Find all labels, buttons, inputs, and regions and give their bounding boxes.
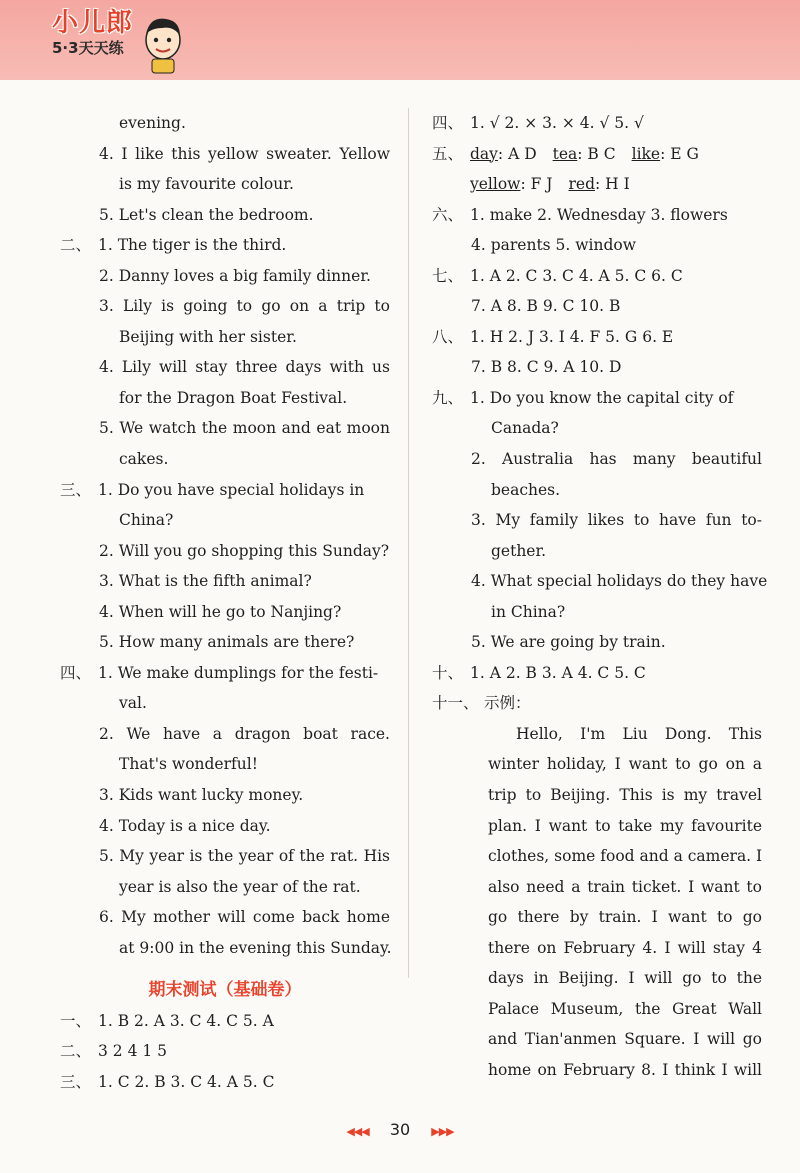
answer-line: 4. When will he go to Nanjing? <box>99 602 342 621</box>
brand-subtitle: 5·3天天练 <box>52 39 124 57</box>
answer-line: 1. H 2. J 3. I 4. F 5. G 6. E <box>470 327 674 346</box>
answer-line: 1. B 2. A 3. C 4. C 5. A <box>98 1011 274 1030</box>
answer-line: 1. The tiger is the third. <box>98 236 287 255</box>
exam-section-2 <box>60 1036 390 1067</box>
essay <box>432 719 762 1086</box>
answer-line: 4. I like this yellow sweater. Yellow <box>99 144 390 163</box>
section-4-right <box>432 108 762 139</box>
answer-line: 1. We make dumplings for the festi- <box>98 663 379 682</box>
brand-logo <box>52 8 133 58</box>
section-label: 九、 <box>432 388 464 407</box>
answer-line: 1. √ 2. × 3. × 4. √ 5. √ <box>470 114 644 132</box>
section-7 <box>432 261 762 292</box>
left-arrows-icon: ◀◀◀ <box>346 1125 369 1138</box>
mascot-icon <box>140 14 186 74</box>
answer-line: 1. make 2. Wednesday 3. flowers <box>470 205 728 224</box>
answer-line: 7. B 8. C 9. A 10. D <box>471 358 622 377</box>
answer-line: 2. We have a dragon boat race. <box>99 724 390 743</box>
answer-line: 7. A 8. B 9. C 10. B <box>471 297 621 316</box>
answer-line: That's wonderful! <box>119 755 258 774</box>
example-label: 示例： <box>484 694 531 713</box>
column-divider <box>408 108 409 978</box>
answer-line: 4. Lily will stay three days with us <box>99 358 390 377</box>
answer-line: 4. What special holidays do they have <box>471 572 768 591</box>
answer-line: 2. Will you go shopping this Sunday? <box>99 541 390 560</box>
word-day: day <box>470 144 498 163</box>
answer-text: : F J <box>520 175 553 194</box>
answer-line: in China? <box>491 602 566 621</box>
answer-line: 6. My mother will come back home <box>99 908 390 927</box>
section-label: 二、 <box>60 1042 92 1061</box>
answer-text: : A D <box>497 144 537 163</box>
section-label: 三、 <box>60 480 92 499</box>
section-label: 八、 <box>432 327 464 346</box>
answer-line: year is also the year of the rat. <box>119 877 361 896</box>
answer-line: 3. My family likes to have fun to- <box>471 511 762 530</box>
answer-line: evening. <box>119 114 186 132</box>
essay-line: plan. I want to take my favourite <box>488 816 762 835</box>
answer-line: 5. How many animals are there? <box>99 633 355 652</box>
section-label: 十、 <box>432 663 464 682</box>
section-label: 一、 <box>60 1011 92 1030</box>
answer-line: gether. <box>491 541 547 560</box>
answer-line: is my favourite colour. <box>119 175 294 194</box>
left-column <box>60 108 390 1098</box>
answer-line: Canada? <box>491 419 559 438</box>
right-arrows-icon: ▶▶▶ <box>431 1125 454 1138</box>
answer-line: 2. Danny loves a big family dinner. <box>99 266 371 285</box>
section-label: 四、 <box>60 663 92 682</box>
answer-line: Beijing with her sister. <box>119 327 297 346</box>
answer-line: cakes. <box>119 450 169 469</box>
section-label: 十一、 <box>432 694 479 713</box>
section-4 <box>60 658 390 689</box>
essay-line: days in Beijing. I will go to the <box>488 969 762 988</box>
essay-line: go there by train. I want to go <box>488 908 762 927</box>
essay-line: trip to Beijing. This is my travel <box>488 786 762 805</box>
answer-line: at 9:00 in the evening this Sunday. <box>119 938 392 957</box>
essay-line: there on February 4. I will stay 4 <box>488 938 762 957</box>
answer-line: for the Dragon Boat Festival. <box>119 388 348 407</box>
answer-line: 1. Do you know the capital city of <box>470 388 734 407</box>
answer-line: 5. We watch the moon and eat moon <box>99 419 390 438</box>
section-label: 三、 <box>60 1072 92 1091</box>
section-11 <box>432 688 762 719</box>
section-label: 七、 <box>432 266 464 285</box>
word-red: red <box>568 175 596 194</box>
answer-line: 5. My year is the year of the rat. His <box>99 847 390 866</box>
answer-line: 1. A 2. B 3. A 4. C 5. C <box>470 663 646 682</box>
answer-line: 5. Let's clean the bedroom. <box>99 205 314 224</box>
section-8 <box>432 322 762 353</box>
answer-text: : E G <box>660 144 699 163</box>
page-number: 30 <box>389 1120 411 1139</box>
answer-line: 5. We are going by train. <box>471 633 666 652</box>
answer-line: val. <box>119 694 147 713</box>
answer-line: 2. Australia has many beautiful <box>471 450 762 469</box>
answer-line: 1. Do you have special holidays in <box>98 480 365 499</box>
section-label: 四、 <box>432 114 464 132</box>
answer-line: China? <box>119 511 174 530</box>
answer-line: 3. What is the fifth animal? <box>99 572 312 591</box>
word-yellow: yellow <box>470 175 521 194</box>
page-footer <box>0 1120 800 1139</box>
answer-line: 3. Lily is going to go on a trip to <box>99 297 390 316</box>
section-9 <box>432 383 762 414</box>
answer-line: 1. A 2. C 3. C 4. A 5. C 6. C <box>470 266 683 285</box>
section-3 <box>60 475 390 506</box>
exam-section-3 <box>60 1067 390 1098</box>
word-like: like <box>631 144 661 163</box>
answer-text: : B C <box>577 144 616 163</box>
answer-line: 3 2 4 1 5 <box>98 1042 168 1061</box>
section-5 <box>432 139 762 170</box>
essay-line: Hello, I'm Liu Dong. This <box>516 724 762 743</box>
section-label: 六、 <box>432 205 464 224</box>
answer-line: 3. Kids want lucky money. <box>99 786 304 805</box>
section-5-line-2 <box>432 169 762 200</box>
section-label: 二、 <box>60 236 92 255</box>
essay-line: home on February 8. I think I will <box>488 1060 762 1079</box>
answer-text: : H I <box>595 175 630 194</box>
answer-line: 1. C 2. B 3. C 4. A 5. C <box>98 1072 275 1091</box>
essay-line: winter holiday, I want to go on a <box>488 755 762 774</box>
answer-line: beaches. <box>491 480 561 499</box>
essay-line: Palace Museum, the Great Wall <box>488 999 762 1018</box>
section-6 <box>432 200 762 231</box>
section-2 <box>60 230 390 261</box>
word-tea: tea <box>552 144 578 163</box>
exam-section-1 <box>60 1006 390 1037</box>
exam-title: 期末测试（基础卷） <box>148 980 302 1001</box>
essay-line: also need a train ticket. I want to <box>488 877 762 896</box>
essay-line: clothes, some food and a camera. I <box>488 847 763 866</box>
answer-line: 4. parents 5. window <box>471 236 636 255</box>
section-label: 五、 <box>432 144 464 163</box>
right-column <box>432 108 768 1086</box>
brand-title: 小儿郎 <box>52 8 134 38</box>
essay-line: and Tian'anmen Square. I will go <box>488 1030 762 1049</box>
answer-line: 4. Today is a nice day. <box>99 816 271 835</box>
section-10 <box>432 658 762 689</box>
